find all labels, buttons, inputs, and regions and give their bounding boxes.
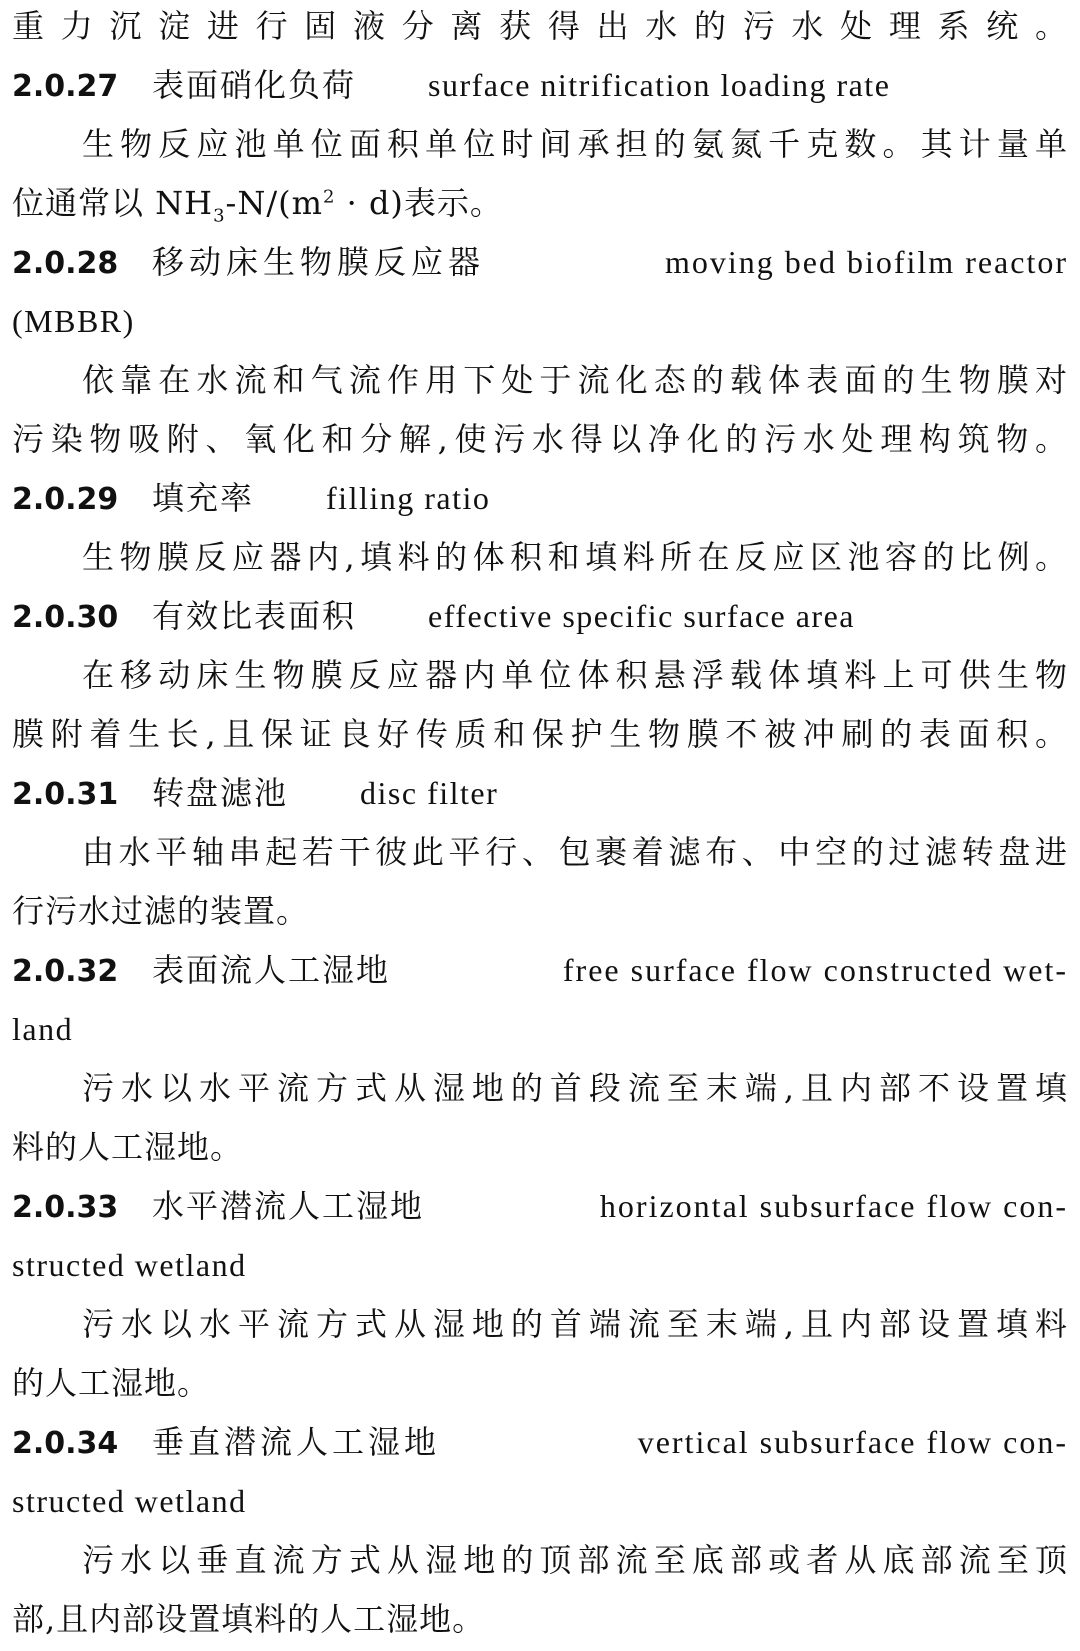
definition-line: 污水以垂直流方式从湿地的顶部流至底部或者从底部流至顶 bbox=[82, 1541, 1068, 1579]
term-chinese: 表面流人工湿地 bbox=[152, 951, 391, 989]
term-chinese: 垂直潜流人工湿地 bbox=[152, 1423, 441, 1461]
definition-line: 料的人工湿地。 bbox=[12, 1128, 244, 1166]
definition-line: 生物膜反应器内,填料的体积和填料所在反应区池容的比例。 bbox=[82, 538, 1068, 576]
term-number: 2.0.27 bbox=[12, 69, 119, 104]
term-number: 2.0.29 bbox=[12, 482, 119, 517]
definition-line bbox=[12, 174, 1068, 233]
definition-line: 膜附着生长,且保证良好传质和保护生物膜不被冲刷的表面积。 bbox=[12, 715, 1068, 753]
definition-line: 生物反应池单位面积单位时间承担的氨氮千克数。其计量单 bbox=[82, 125, 1068, 163]
term-english-continued: structed wetland bbox=[12, 1483, 247, 1519]
term-number: 2.0.30 bbox=[12, 600, 119, 635]
term-chinese: 移动床生物膜反应器 bbox=[152, 243, 486, 281]
term-number: 2.0.34 bbox=[12, 1426, 119, 1461]
term-english: disc filter bbox=[360, 775, 499, 811]
term-english-continued: structed wetland bbox=[12, 1247, 247, 1283]
term-heading-2-0-30 bbox=[12, 587, 1068, 646]
definition-line: 污染物吸附、氧化和分解,使污水得以净化的污水处理构筑物。 bbox=[12, 420, 1068, 458]
definition-line: 行污水过滤的装置。 bbox=[12, 892, 310, 930]
term-heading-2-0-28 bbox=[12, 233, 1068, 292]
definition-text: -N/(m bbox=[225, 184, 323, 222]
term-heading-2-0-34 bbox=[12, 1413, 1068, 1472]
term-english: surface nitrification loading rate bbox=[428, 67, 891, 103]
term-heading-2-0-27 bbox=[12, 56, 1068, 115]
definition-line: 部,且内部设置填料的人工湿地。 bbox=[12, 1600, 486, 1638]
term-chinese: 有效比表面积 bbox=[152, 597, 357, 635]
definition-line: 由水平轴串起若干彼此平行、包裹着滤布、中空的过滤转盘进 bbox=[82, 833, 1068, 871]
definition-line: 依靠在水流和气流作用下处于流化态的载体表面的生物膜对 bbox=[82, 361, 1068, 399]
term-chinese: 表面硝化负荷 bbox=[152, 66, 357, 104]
definition-line: 污水以水平流方式从湿地的首端流至末端,且内部设置填料 bbox=[82, 1305, 1068, 1343]
term-chinese: 水平潜流人工湿地 bbox=[152, 1187, 425, 1225]
term-english-continued: (MBBR) bbox=[12, 303, 135, 339]
term-chinese: 转盘滤池 bbox=[152, 774, 289, 812]
term-english-continued: land bbox=[12, 1011, 74, 1047]
paragraph-line: 重力沉淀进行固液分离获得出水的污水处理系统。 bbox=[12, 7, 1068, 45]
term-number: 2.0.31 bbox=[12, 777, 119, 812]
term-heading-2-0-31 bbox=[12, 764, 1068, 823]
term-english: filling ratio bbox=[326, 480, 491, 516]
term-number: 2.0.32 bbox=[12, 954, 119, 989]
definition-line: 的人工湿地。 bbox=[12, 1364, 211, 1402]
term-heading-2-0-33 bbox=[12, 1177, 1068, 1236]
term-english: horizontal subsurface flow con- bbox=[599, 1188, 1068, 1224]
definition-text: · d)表示。 bbox=[335, 184, 503, 222]
definition-line: 污水以水平流方式从湿地的首段流至末端,且内部不设置填 bbox=[82, 1069, 1068, 1107]
definition-text: 位通常以 NH bbox=[12, 184, 214, 222]
subscript: 3 bbox=[213, 205, 226, 227]
superscript: 2 bbox=[322, 186, 336, 208]
term-number: 2.0.33 bbox=[12, 1190, 119, 1225]
term-chinese: 填充率 bbox=[152, 479, 255, 517]
definition-line: 在移动床生物膜反应器内单位体积悬浮载体填料上可供生物 bbox=[82, 656, 1068, 694]
term-number: 2.0.28 bbox=[12, 246, 119, 281]
term-english: moving bed biofilm reactor bbox=[664, 244, 1068, 280]
term-english: effective specific surface area bbox=[428, 598, 855, 634]
term-english: vertical subsurface flow con- bbox=[637, 1424, 1068, 1460]
term-english: free surface flow constructed wet- bbox=[562, 952, 1068, 988]
term-heading-2-0-29 bbox=[12, 469, 1068, 528]
term-heading-2-0-32 bbox=[12, 941, 1068, 1000]
